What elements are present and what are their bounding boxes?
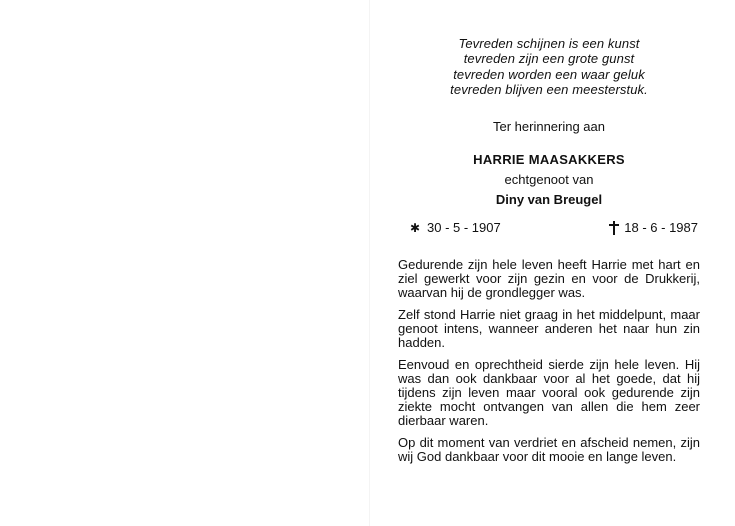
poem bbox=[398, 36, 700, 98]
death-date-group bbox=[609, 220, 698, 236]
relation-text: echtgenoot van bbox=[504, 171, 594, 187]
poem-line: Tevreden schijnen is een kunst bbox=[458, 36, 640, 51]
death-date: 18 - 6 - 1987 bbox=[624, 219, 698, 235]
cross-icon bbox=[609, 221, 619, 235]
biography-paragraph: Eenvoud en oprechtheid sierde zijn hele leven. Hij was dan ook dankbaar voor al het goede, dat hij tijdens zijn leven maar vooral ook gedurende zijn ziekte mocht ontvangen van allen die hem zeer dierbaar waren. bbox=[398, 356, 700, 428]
birth-date-group bbox=[410, 220, 501, 236]
biography-paragraph: Zelf stond Harrie niet graag in het middelpunt, maar genoot intens, wanneer anderen het naar hun zin hadden. bbox=[398, 306, 700, 350]
biography-paragraph: Op dit moment van verdriet en afscheid nemen, zijn wij God dankbaar voor dit mooie en lange leven. bbox=[398, 434, 700, 464]
birth-date: 30 - 5 - 1907 bbox=[427, 219, 501, 235]
poem-line: tevreden blijven een meesterstuk. bbox=[450, 82, 648, 98]
intro-text: Ter herinnering aan bbox=[492, 118, 606, 134]
biography-paragraph: Gedurende zijn hele leven heeft Harrie met hart en ziel gewerkt voor zijn gezin en voor de Drukkerij, waarvan hij de grondlegger was. bbox=[398, 256, 700, 300]
life-dates bbox=[398, 220, 700, 236]
poem-line: tevreden zijn een grote gunst bbox=[463, 51, 635, 67]
card-fold bbox=[369, 0, 370, 526]
spouse-name: Diny van Breugel bbox=[495, 191, 603, 207]
asterisk-icon: ✱ bbox=[410, 220, 421, 235]
biography bbox=[398, 258, 700, 464]
memorial-text-page bbox=[398, 36, 700, 472]
poem-line: tevreden worden een waar geluk bbox=[453, 66, 645, 82]
deceased-name: HARRIE MAASAKKERS bbox=[473, 151, 625, 167]
